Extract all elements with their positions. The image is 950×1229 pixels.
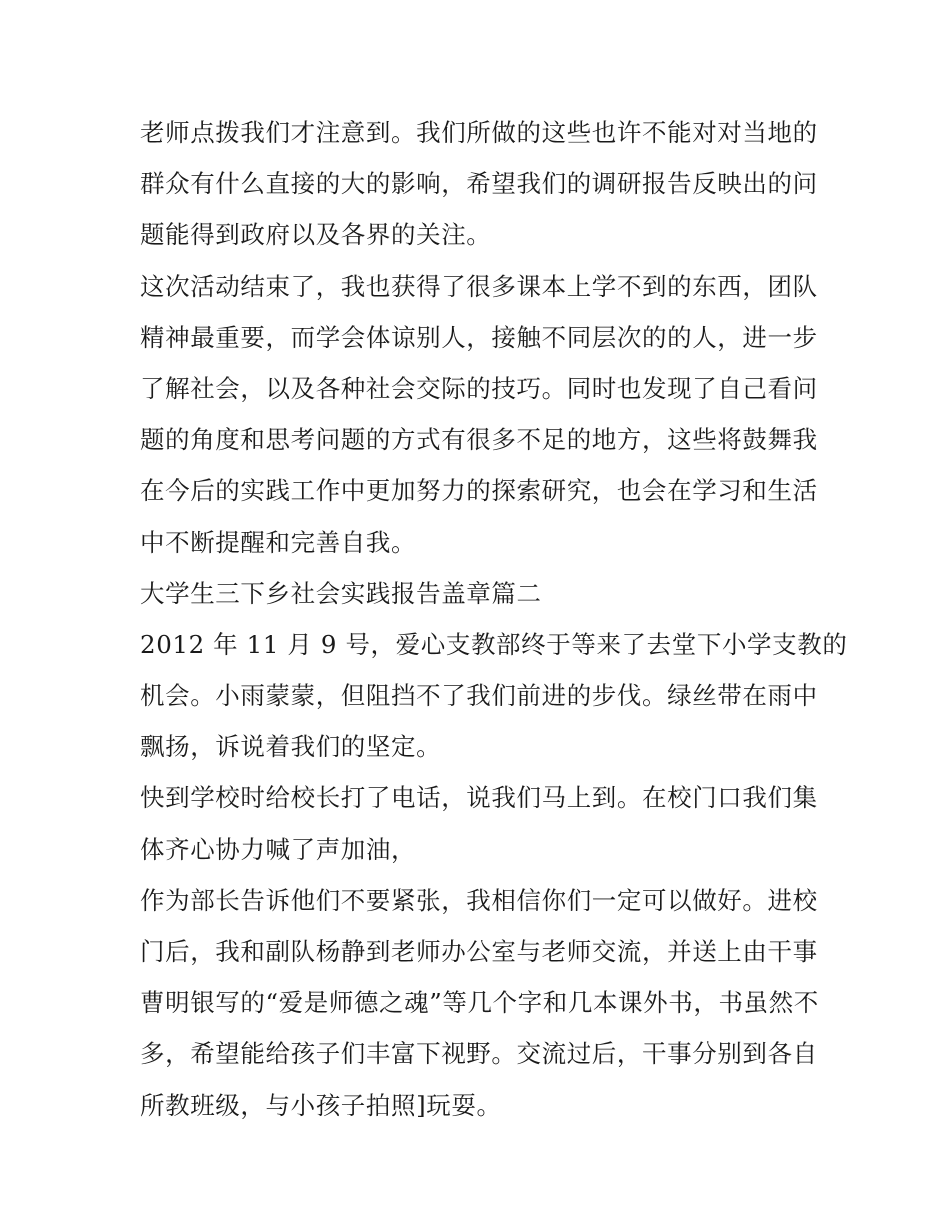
text-line: 精神最重要，而学会体谅别人，接触不同层次的的人，进一步 (140, 322, 818, 352)
text-line: 机会。小雨蒙蒙，但阻挡不了我们前进的步伐。绿丝带在雨中 (140, 681, 818, 711)
text-line: 作为部长告诉他们不要紧张，我相信你们一定可以做好。进校 (140, 885, 818, 915)
text-line: 飘扬，诉说着我们的坚定。 (140, 732, 442, 762)
text-line: 题的角度和思考问题的方式有很多不足的地方，这些将鼓舞我 (140, 425, 818, 455)
text-line: 曹明银写的“爱是师德之魂”等几个字和几本课外书，书虽然不 (140, 988, 819, 1018)
document-body (140, 107, 848, 1131)
text-line: 这次活动结束了，我也获得了很多课本上学不到的东西，团队 (140, 271, 818, 301)
text-line: 门后，我和副队杨静到老师办公室与老师交流，并送上由干事 (140, 937, 818, 966)
text-line: 题能得到政府以及各界的关注。 (140, 220, 492, 250)
section-heading: 大学生三下乡社会实践报告盖章篇二 (140, 578, 542, 608)
text-line: 体齐心协力喊了声加油， (140, 834, 417, 864)
text-line: 老师点拨我们才注意到。我们所做的这些也许不能对对当地的 (140, 118, 818, 147)
text-line: 所教班级，与小孩子拍照]玩耍。 (140, 1090, 502, 1120)
text-line: 了解社会，以及各种社会交际的技巧。同时也发现了自己看问 (140, 373, 818, 403)
text-line: 群众有什么直接的大的影响，希望我们的调研报告反映出的问 (140, 169, 818, 199)
text-line: 快到学校时给校长打了电话，说我们马上到。在校门口我们集 (140, 783, 818, 813)
text-line: 多，希望能给孩子们丰富下视野。交流过后，干事分别到各自 (140, 1039, 818, 1069)
text-line: 2012 年 11 月 9 号，爱心支教部终于等来了去堂下小学支教的 (140, 629, 848, 659)
text-line: 中不断提醒和完善自我。 (140, 527, 417, 557)
text-line: 在今后的实践工作中更加努力的探索研究，也会在学习和生活 (140, 476, 818, 506)
